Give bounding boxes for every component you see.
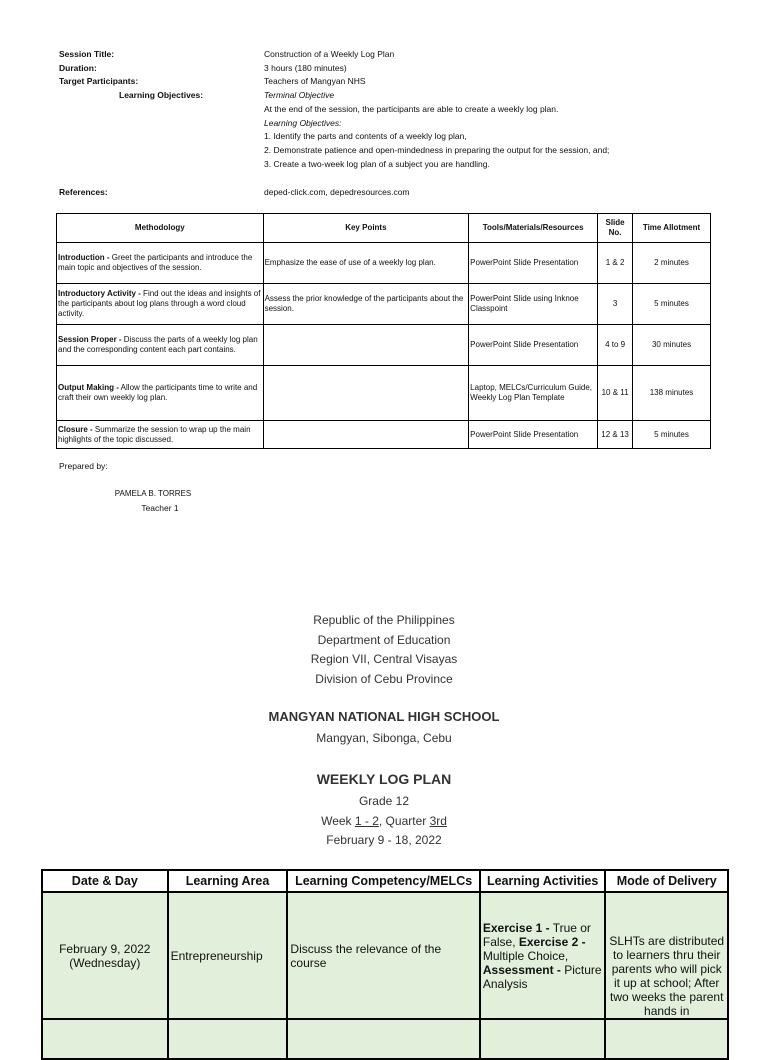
table-row	[57, 366, 711, 421]
header-region: Region VII, Central Visayas	[310, 652, 458, 666]
header-republic: Republic of the Philippines	[313, 613, 455, 627]
objective-item: 2. Demonstrate patience and open-mindedness in preparing the output for the session, and;	[264, 145, 610, 155]
header-department: Department of Education	[317, 633, 451, 647]
activities-cell	[480, 892, 606, 1019]
table-row	[57, 243, 711, 284]
column-header: Date & Day	[42, 870, 168, 892]
grade-level: Grade 12	[358, 794, 410, 808]
methodology-header-row	[57, 214, 711, 243]
tools-cell: PowerPoint Slide Presentation	[469, 421, 598, 449]
methodology-title: Introduction -	[58, 253, 110, 262]
table-row	[42, 1019, 728, 1059]
methodology-table	[56, 213, 711, 449]
column-header: Key Points	[263, 214, 469, 243]
column-header: Slide No.	[598, 214, 633, 243]
learning-objectives-heading: Learning Objectives:	[264, 118, 342, 128]
participants-value: Teachers of Mangyan NHS	[264, 76, 366, 86]
time-cell: 138 minutes	[633, 366, 711, 421]
methodology-cell	[57, 366, 264, 421]
weekly-header-row	[42, 870, 728, 892]
document-title: WEEKLY LOG PLAN	[316, 771, 452, 787]
exercise-2-title: Exercise 2 -	[518, 934, 586, 949]
table-row	[57, 421, 711, 449]
key-points-cell	[263, 366, 469, 421]
references-label: References:	[59, 187, 108, 197]
time-cell: 5 minutes	[633, 421, 711, 449]
methodology-cell	[57, 325, 264, 366]
methodology-cell	[57, 284, 264, 325]
methodology-text: Summarize the session to wrap up the main highlights of the topic discussed.	[58, 424, 251, 444]
time-cell: 5 minutes	[633, 284, 711, 325]
tools-cell: PowerPoint Slide Presentation	[469, 325, 598, 366]
activities-cell	[480, 1019, 606, 1059]
learning-area-cell: Entrepreneurship	[168, 892, 288, 1019]
terminal-objective-text: At the end of the session, the participants are able to create a weekly log plan.	[264, 104, 559, 114]
mode-of-delivery-cell: SLHTs are distributed to learners thru their parents who will pick it up at school; After two weeks the parent hands in	[605, 892, 728, 1019]
methodology-text: Greet the participants and introduce the main topic and objectives of the session.	[58, 253, 253, 272]
weekly-log-table	[41, 869, 729, 1060]
methodology-title: Output Making -	[58, 383, 119, 392]
duration-value: 3 hours (180 minutes)	[264, 63, 347, 73]
header-division: Division of Cebu Province	[315, 672, 453, 686]
objective-item: 1. Identify the parts and contents of a weekly log plan,	[264, 131, 467, 141]
objectives-label: Learning Objectives:	[119, 90, 204, 100]
methodology-cell	[57, 421, 264, 449]
date-cell	[42, 1019, 168, 1059]
time-cell: 2 minutes	[633, 243, 711, 284]
exercise-2-text: Multiple Choice,	[482, 948, 569, 963]
school-address: Mangyan, Sibonga, Cebu	[316, 731, 452, 745]
mode-of-delivery-cell	[605, 1019, 728, 1059]
column-header: Mode of Delivery	[605, 870, 728, 892]
week-quarter	[0, 814, 768, 828]
week-value: 1 - 2	[354, 814, 379, 828]
time-cell: 30 minutes	[633, 325, 711, 366]
column-header: Methodology	[57, 214, 264, 243]
methodology-text: Allow the participants time to write and craft their own weekly log plan.	[58, 383, 258, 402]
exercise-1-text: True or False,	[482, 920, 591, 949]
table-row	[57, 284, 711, 325]
tools-cell: PowerPoint Slide Presentation	[469, 243, 598, 284]
date-range: February 9 - 18, 2022	[326, 833, 442, 847]
column-header: Learning Activities	[480, 870, 606, 892]
key-points-cell	[263, 421, 469, 449]
references-value: deped-click.com, depedresources.com	[264, 187, 410, 197]
competency-cell	[287, 1019, 479, 1059]
week-prefix: Week	[321, 814, 355, 828]
assessment-text: Picture Analysis	[482, 962, 602, 991]
table-row	[42, 892, 728, 1019]
school-name: MANGYAN NATIONAL HIGH SCHOOL	[268, 709, 500, 724]
participants-label: Target Participants:	[59, 76, 139, 86]
slide-cell: 1 & 2	[598, 243, 633, 284]
terminal-objective-heading: Terminal Objective	[264, 90, 335, 100]
slide-cell: 12 & 13	[598, 421, 633, 449]
duration-label: Duration:	[59, 63, 97, 73]
key-points-cell: Assess the prior knowledge of the participants about the session.	[263, 284, 469, 325]
column-header: Tools/Materials/Resources	[469, 214, 598, 243]
methodology-text: Discuss the parts of a weekly log plan and the corresponding content each part contains.	[58, 335, 258, 354]
table-row	[57, 325, 711, 366]
column-header: Time Allotment	[633, 214, 711, 243]
preparer-position: Teacher 1	[141, 503, 179, 513]
objective-item: 3. Create a two-week log plan of a subject you are handling.	[264, 159, 490, 169]
competency-cell: Discuss the relevance of the course	[287, 892, 479, 1019]
prepared-by-label: Prepared by:	[59, 461, 108, 471]
slide-cell: 3	[598, 284, 633, 325]
column-header: Learning Competency/MELCs	[287, 870, 479, 892]
slide-cell: 10 & 11	[598, 366, 633, 421]
tools-cell: Laptop, MELCs/Curriculum Guide, Weekly Log Plan Template	[469, 366, 598, 421]
session-title-value: Construction of a Weekly Log Plan	[264, 49, 395, 59]
methodology-title: Introductory Activity -	[58, 289, 141, 298]
preparer-name: PAMELA B. TORRES	[114, 489, 192, 498]
methodology-text: Find out the ideas and insights of the participants about log plans through a word cloud activity.	[58, 289, 261, 318]
tools-cell: PowerPoint Slide using Inknoe Classpoint	[469, 284, 598, 325]
session-title-label: Session Title:	[59, 49, 115, 59]
quarter-value: 3rd	[429, 814, 447, 828]
column-header: Learning Area	[168, 870, 288, 892]
quarter-prefix: , Quarter	[378, 814, 430, 828]
exercise-1-title: Exercise 1 -	[482, 920, 550, 935]
slide-cell: 4 to 9	[598, 325, 633, 366]
methodology-cell	[57, 243, 264, 284]
date-cell: February 9, 2022 (Wednesday)	[42, 892, 168, 1019]
assessment-title: Assessment -	[482, 962, 561, 977]
key-points-cell	[263, 325, 469, 366]
methodology-title: Session Proper -	[58, 335, 122, 344]
learning-area-cell	[168, 1019, 288, 1059]
key-points-cell: Emphasize the ease of use of a weekly log plan.	[263, 243, 469, 284]
methodology-title: Closure -	[58, 424, 93, 434]
